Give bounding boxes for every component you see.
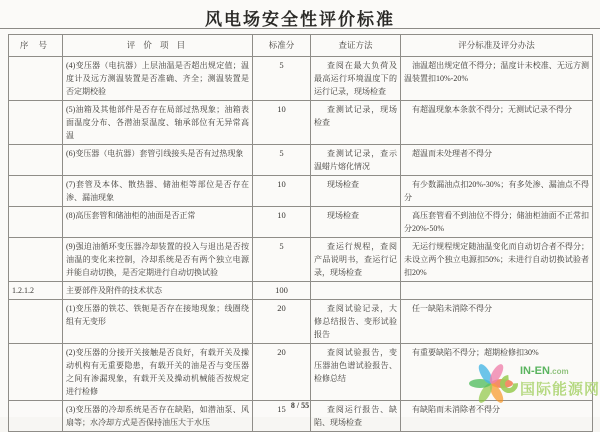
cell-verification-method: 查阅在最大负荷及最高运行环境温度下的运行记录，现场检查 — [311, 57, 401, 101]
cell-scoring-criteria: 超温而未处理者不得分 — [401, 145, 593, 176]
table-row — [9, 176, 593, 207]
cell-verification-method: 查阅试验记录，大修总结报告、变形试验报告 — [311, 300, 401, 344]
table-row — [9, 207, 593, 238]
title-divider — [0, 28, 600, 29]
cell-verification-method: 查阅试验报告，变压器油色谱试验报告、检修总结 — [311, 344, 401, 401]
cell-verification-method: 查运行规程，查阅产品说明书，查运行记录，现场检查 — [311, 238, 401, 282]
watermark-site-name: 国际能源网 — [520, 381, 600, 398]
cell-standard-score: 20 — [253, 344, 311, 401]
cell-evaluation-item: (1)变压器的铁芯、铁轭是否存在接地现象；线圈绕组有无变形 — [63, 300, 253, 344]
cell-standard-score: 5 — [253, 238, 311, 282]
watermark-brand: IN-EN.com — [520, 365, 569, 377]
cell-scoring-criteria: 无运行规程规定随油温变化而自动切合者不得分；未设立两个独立电源扣50%；未进行自动切换试验者扣20% — [401, 238, 593, 282]
table-row — [9, 57, 593, 101]
cell-scoring-criteria — [401, 282, 593, 300]
table-header-row — [9, 35, 593, 57]
cell-serial-no — [9, 145, 63, 176]
cell-evaluation-item: (2)变压器的分接开关接触是否良好，有载开关及操动机构有无重要隐患，有载开关的油是否与变压器之间有渗漏现象，有载开关及操动机械能否按规定进行检修 — [63, 344, 253, 401]
cell-serial-no — [9, 176, 63, 207]
table-row — [9, 238, 593, 282]
cell-standard-score: 10 — [253, 207, 311, 238]
cell-serial-no: 1.2.1.2 — [9, 282, 63, 300]
header-cell: 评分标准及评分办法 — [401, 35, 593, 57]
cell-verification-method: 现场检查 — [311, 207, 401, 238]
cell-standard-score: 15 — [253, 401, 311, 432]
table-row — [9, 145, 593, 176]
cell-evaluation-item: (9)强迫油循环变压器冷却装置的投入与退出是否按油温的变化来控制，冷却系统是否有两个独立电源并能自动切换，是否定期进行自动切换试验 — [63, 238, 253, 282]
header-cell: 序 号 — [9, 35, 63, 57]
cell-scoring-criteria: 有超温现象本条款不得分；无测试记录不得分 — [401, 101, 593, 145]
cell-scoring-criteria: 任一缺陷未消除不得分 — [401, 300, 593, 344]
cell-evaluation-item: 主要部件及附件的技术状态 — [63, 282, 253, 300]
cell-scoring-criteria: 有重要缺陷不得分；超期检修扣30% — [401, 344, 593, 401]
cell-verification-method: 查测试记录，查示温蜡片熔化情况 — [311, 145, 401, 176]
cell-serial-no — [9, 300, 63, 344]
cell-evaluation-item: (8)高压套管和储油柜的油面是否正常 — [63, 207, 253, 238]
cell-scoring-criteria: 油温超出规定值不得分；温度计未校准、无远方测温装置扣10%-20% — [401, 57, 593, 101]
cell-evaluation-item: (4)变压器（电抗器）上层油温是否超出规定值；温度计及远方测温装置是否准确、齐全；测温装置是否定期校验 — [63, 57, 253, 101]
cell-serial-no — [9, 238, 63, 282]
cell-scoring-criteria: 有少数漏油点扣20%-30%；有多处渗、漏油点不得分 — [401, 176, 593, 207]
cell-verification-method: 查阅运行报告、缺陷、现场检查 — [311, 401, 401, 432]
cell-standard-score: 5 — [253, 145, 311, 176]
header-cell: 查证方法 — [311, 35, 401, 57]
table-row — [9, 101, 593, 145]
table-row — [9, 300, 593, 344]
cell-serial-no — [9, 57, 63, 101]
cell-verification-method — [311, 282, 401, 300]
header-cell: 标准分 — [253, 35, 311, 57]
cell-standard-score: 100 — [253, 282, 311, 300]
header-cell: 评 价 项 目 — [63, 35, 253, 57]
cell-evaluation-item: (6)变压器（电抗器）套管引线接头是否有过热现象 — [63, 145, 253, 176]
cell-scoring-criteria: 高压套管看不到油位不得分；储油柜油面不正常扣分20%-50% — [401, 207, 593, 238]
cell-standard-score: 10 — [253, 101, 311, 145]
table-row — [9, 282, 593, 300]
cell-standard-score: 20 — [253, 300, 311, 344]
cell-scoring-criteria: 有缺陷而未消除者不得分 — [401, 401, 593, 432]
cell-verification-method: 查测试记录，现场检查 — [311, 101, 401, 145]
cell-serial-no — [9, 101, 63, 145]
cell-evaluation-item: (3)变压器的冷却系统是否存在缺陷，如潜油泵、风扇等；水冷却方式是否保持油压大于水压 — [63, 401, 253, 432]
cell-serial-no — [9, 207, 63, 238]
cell-evaluation-item: (7)套管及本体、散热器、储油柜等部位是否存在渗、漏油现象 — [63, 176, 253, 207]
cell-evaluation-item: (5)油箱及其他部件是否存在局部过热现象；油箱表面温度分布、各潜油泵温度、轴承部位有无异常高温 — [63, 101, 253, 145]
page-title: 风电场安全性评价标准 — [205, 10, 395, 29]
cell-standard-score: 10 — [253, 176, 311, 207]
cell-standard-score: 5 — [253, 57, 311, 101]
cell-serial-no — [9, 344, 63, 401]
page-number: 8 / 55 — [290, 401, 310, 410]
cell-verification-method: 现场检查 — [311, 176, 401, 207]
